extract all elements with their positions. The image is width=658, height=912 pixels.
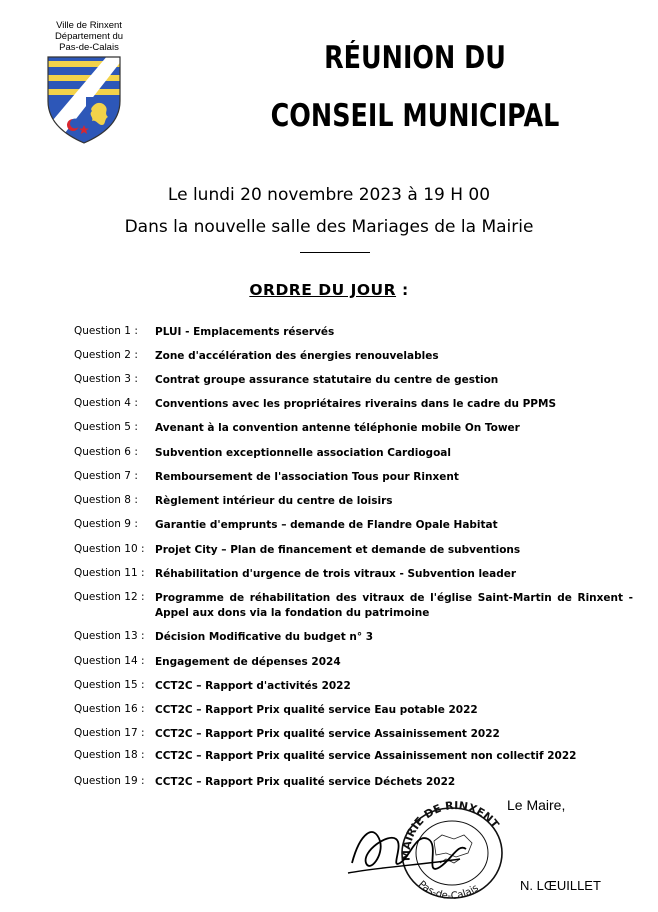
page-title: RÉUNION DU	[324, 40, 506, 76]
agenda-heading	[0, 281, 658, 299]
question-text: Avenant à la convention antenne téléphonie mobile On Tower	[155, 422, 520, 434]
question-text: Projet City – Plan de financement et demande de subventions	[155, 544, 521, 556]
municipality-block	[44, 20, 134, 53]
meeting-date: Le lundi 20 novembre 2023 à 19 H 00	[167, 185, 491, 205]
question-number: Question 17 :	[74, 727, 145, 739]
question-number: Question 8 :	[74, 494, 138, 506]
question-number: Question 9 :	[74, 518, 138, 530]
mayor-title: Le Maire,	[507, 797, 566, 813]
municipality-line: Pas-de-Calais	[59, 42, 119, 53]
question-text: Règlement intérieur du centre de loisirs	[155, 495, 393, 507]
question-number: Question 14 :	[74, 655, 145, 667]
question-number: Question 12 :	[74, 591, 145, 603]
question-number: Question 10 :	[74, 543, 145, 555]
question-number: Question 19 :	[74, 775, 145, 787]
question-number: Question 6 :	[74, 446, 138, 458]
agenda-heading-text: ORDRE DU JOUR	[249, 281, 397, 299]
question-text: CCT2C – Rapport Prix qualité service Déchets 2022	[155, 776, 456, 788]
question-text: CCT2C – Rapport Prix qualité service Assainissement 2022	[155, 728, 500, 740]
separator-line	[300, 252, 370, 253]
municipality-line: Département du	[54, 31, 124, 42]
question-text: Zone d'accélération des énergies renouvelables	[155, 350, 439, 362]
municipality-line: Ville de Rinxent	[56, 20, 122, 31]
question-number: Question 15 :	[74, 679, 145, 691]
question-text: Réhabilitation d'urgence de trois vitraux - Subvention leader	[155, 568, 517, 580]
stamp-text-bottom: Pas-de-Calais	[415, 879, 481, 902]
question-text: CCT2C – Rapport Prix qualité service Assainissement non collectif 2022	[155, 750, 577, 762]
meeting-place: Dans la nouvelle salle des Mariages de la Mairie	[124, 217, 534, 237]
question-text: Remboursement de l'association Tous pour Rinxent	[155, 471, 459, 483]
stamp-text-top: MAIRIE DE RINXENT	[399, 799, 502, 862]
question-number: Question 13 :	[74, 630, 145, 642]
svg-text:MAIRIE DE RINXENT	[400, 799, 502, 861]
question-text: Subvention exceptionnelle association Cardiogoal	[155, 447, 451, 459]
question-number: Question 16 :	[74, 703, 145, 715]
mayor-stamp-and-signature	[340, 793, 515, 905]
page-title-line2: CONSEIL MUNICIPAL	[270, 98, 560, 134]
question-number: Question 2 :	[74, 349, 138, 361]
question-text: PLUI - Emplacements réservés	[155, 326, 335, 338]
question-text: Engagement de dépenses 2024	[155, 656, 341, 668]
question-text: Conventions avec les propriétaires riverains dans le cadre du PPMS	[155, 398, 557, 410]
question-text: Décision Modificative du budget n° 3	[155, 631, 374, 643]
agenda-heading-suffix: :	[396, 281, 409, 299]
question-number: Question 4 :	[74, 397, 138, 409]
svg-text:Pas-de-Calais	[416, 879, 481, 902]
question-text: Contrat groupe assurance statutaire du centre de gestion	[155, 374, 499, 386]
coat-of-arms-icon	[46, 55, 122, 145]
question-number: Question 5 :	[74, 421, 138, 433]
question-number: Question 18 :	[74, 749, 145, 761]
question-text: Programme de réhabilitation des vitraux de l'église Saint-Martin de Rinxent - Appel aux dons via la fondation du patrimoine	[155, 592, 633, 619]
question-text: CCT2C – Rapport d'activités 2022	[155, 680, 351, 692]
question-number: Question 7 :	[74, 470, 138, 482]
question-text: CCT2C – Rapport Prix qualité service Eau potable 2022	[155, 704, 478, 716]
mayor-name: N. LŒUILLET	[520, 878, 601, 893]
question-text: Garantie d'emprunts – demande de Flandre Opale Habitat	[155, 519, 498, 531]
question-number: Question 1 :	[74, 325, 138, 337]
question-number: Question 11 :	[74, 567, 145, 579]
question-number: Question 3 :	[74, 373, 138, 385]
